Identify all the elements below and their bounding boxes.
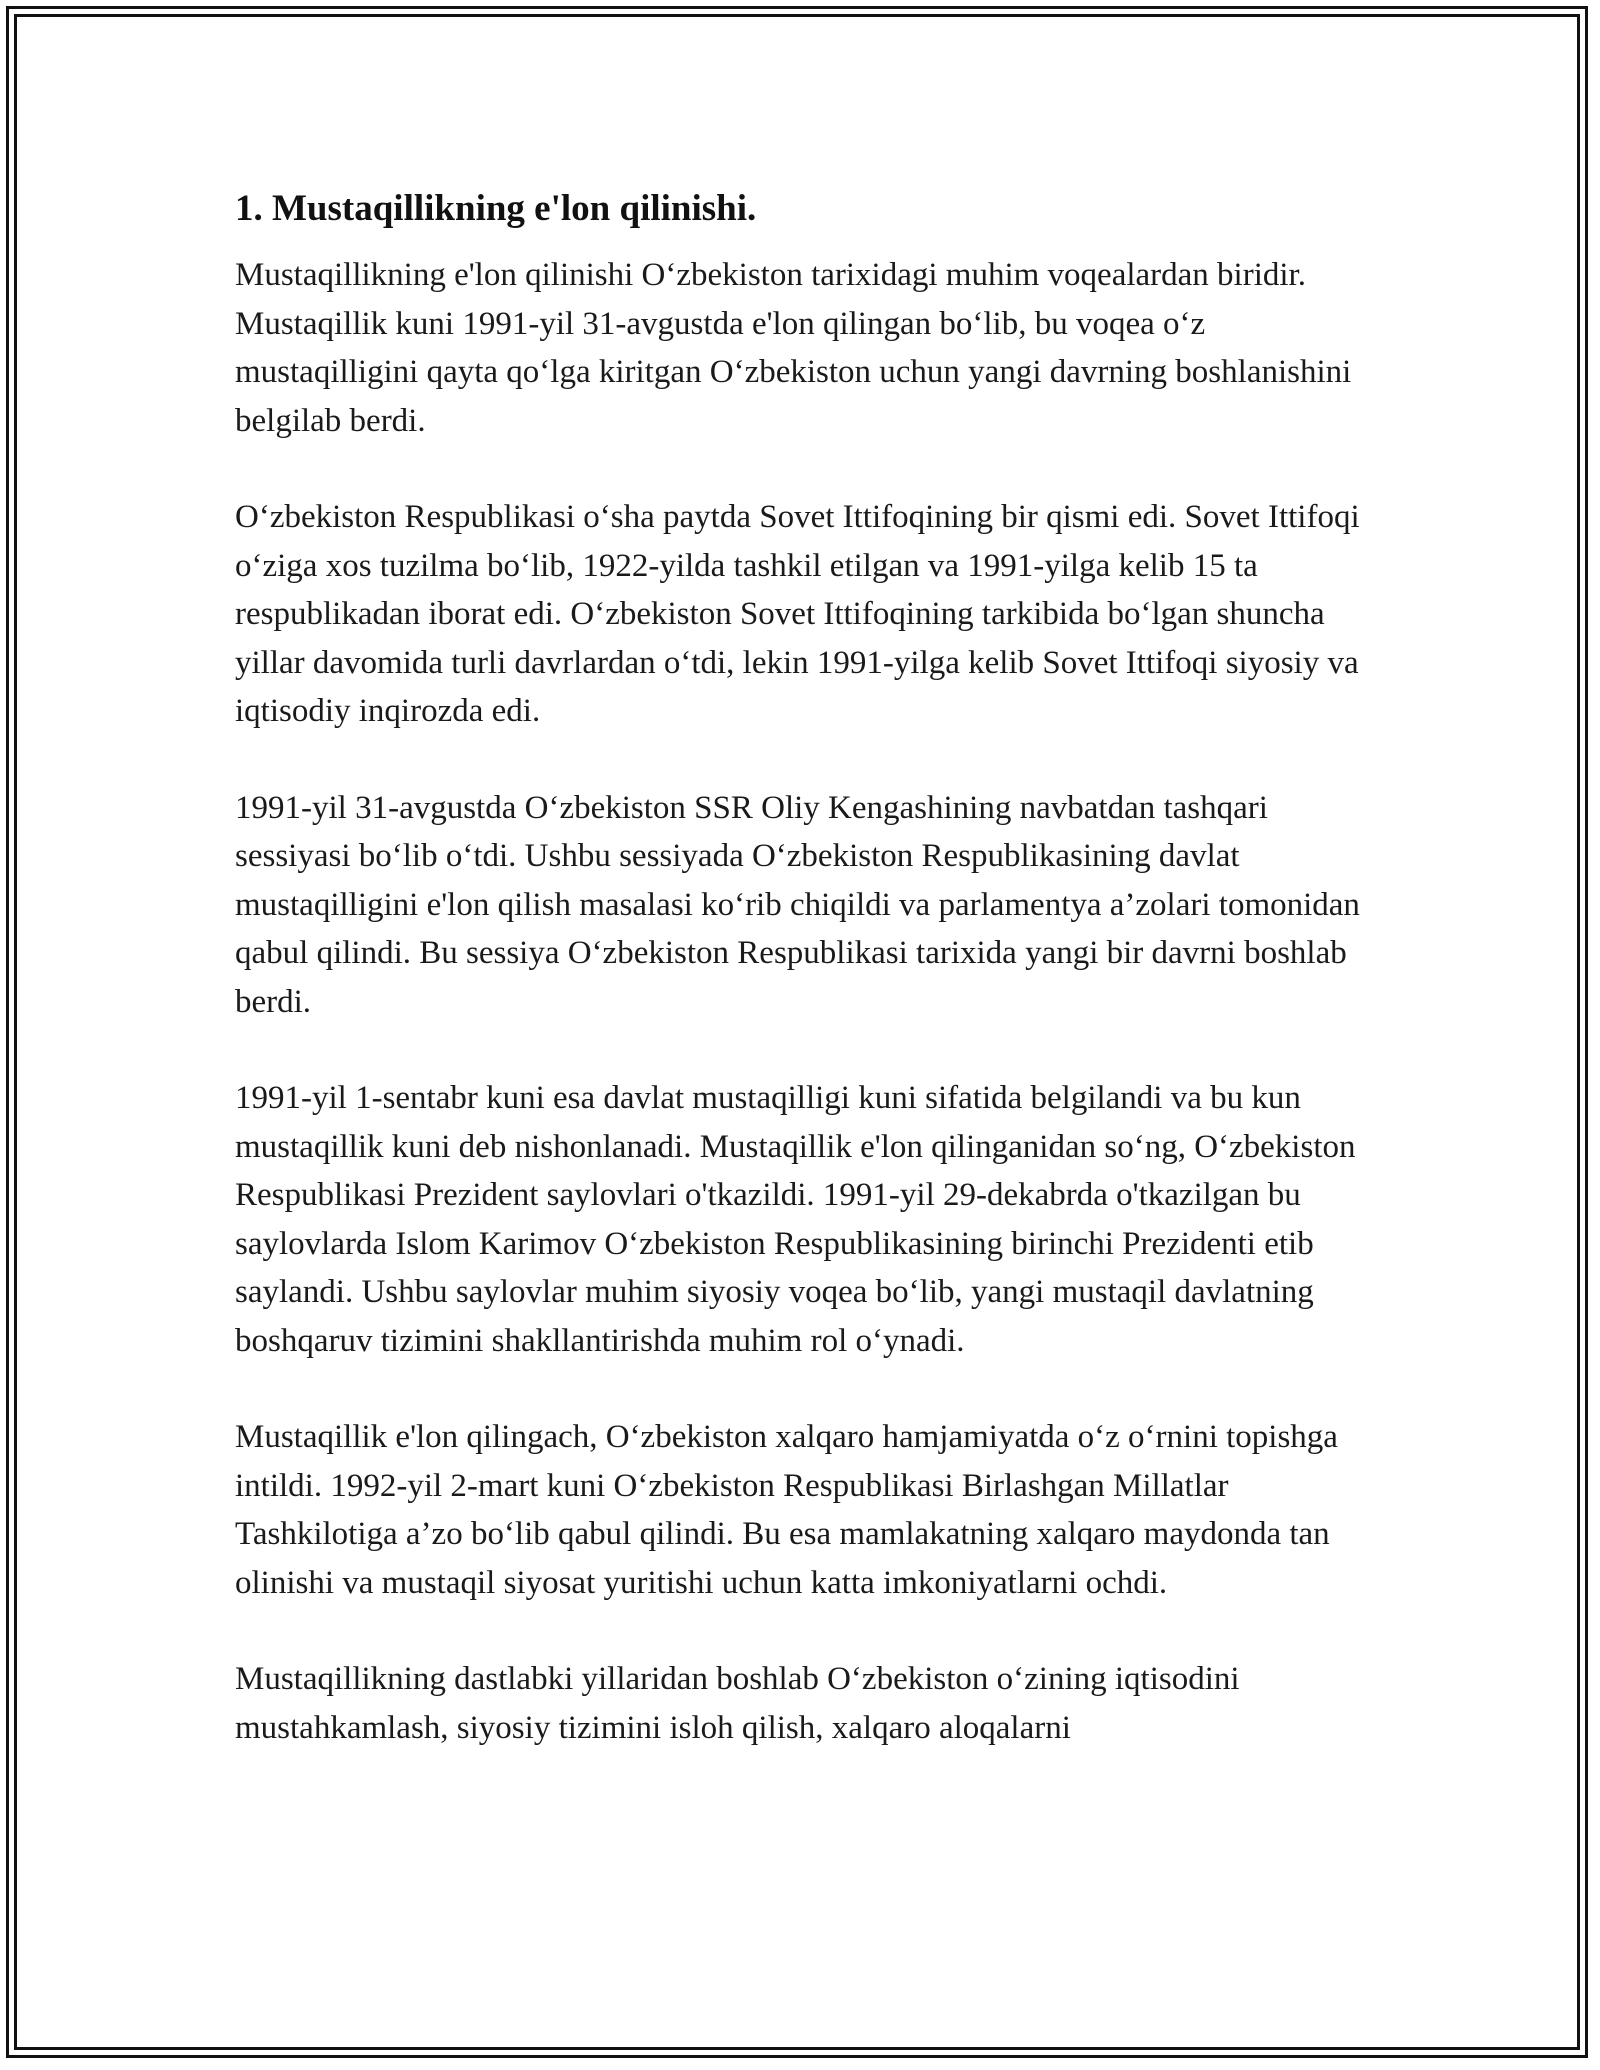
paragraph-1: Mustaqillikning e'lon qilinishi O‘zbekiston tarixidagi muhim voqealardan biridir. Mustaqillik kuni 1991-yil 31-avgustda e'lon qilingan bo‘lib, bu voqea o‘z mustaqilligini qayta qo‘lga kiritgan O‘zbekiston uchun yangi davrning boshlanishini belgilab berdi.	[235, 257, 1352, 439]
paragraph-6: Mustaqillikning dastlabki yillaridan boshlab O‘zbekiston o‘zining iqtisodini mustahkamlash, siyosiy tizimini isloh qilish, xalqaro aloqalarni	[235, 1661, 1240, 1746]
document-body	[235, 185, 1370, 1800]
section-heading: 1. Mustaqillikning e'lon qilinishi.	[235, 188, 757, 229]
paragraph-4: 1991-yil 1-sentabr kuni esa davlat mustaqilligi kuni sifatida belgilandi va bu kun mustaqillik kuni deb nishonlanadi. Mustaqillik e'lon qilinganidan so‘ng, O‘zbekiston Respublikasi Prezident saylovlari o'tkazildi. 1991-yil 29-dekabrda o'tkazilgan bu saylovlarda Islom Karimov O‘zbekiston Respublikasining birinchi Prezidenti etib saylandi. Ushbu saylovlar muhim siyosiy voqea bo‘lib, yangi mustaqil davlatning boshqaruv tizimini shakllantirishda muhim rol o‘ynadi.	[235, 1080, 1356, 1359]
paragraph-3: 1991-yil 31-avgustda O‘zbekiston SSR Oliy Kengashining navbatdan tashqari sessiyasi bo‘lib o‘tdi. Ushbu sessiyada O‘zbekiston Respublikasining davlat mustaqilligini e'lon qilish masalasi ko‘rib chiqildi va parlamentya a’zolari tomonidan qabul qilindi. Bu sessiya O‘zbekiston Respublikasi tarixida yangi bir davrni boshlab berdi.	[235, 789, 1360, 1020]
paragraph-5: Mustaqillik e'lon qilingach, O‘zbekiston xalqaro hamjamiyatda o‘z o‘rnini topishga intildi. 1992-yil 2-mart kuni O‘zbekiston Respublikasi Birlashgan Millatlar Tashkilotiga a’zo bo‘lib qabul qilindi. Bu esa mamlakatning xalqaro maydonda tan olinishi va mustaqil siyosat yuritishi uchun katta imkoniyatlarni ochdi.	[235, 1419, 1338, 1601]
paragraph-2: O‘zbekiston Respublikasi o‘sha paytda Sovet Ittifoqining bir qismi edi. Sovet Ittifoqi o‘ziga xos tuzilma bo‘lib, 1922-yilda tashkil etilgan va 1991-yilga kelib 15 ta respublikadan iborat edi. O‘zbekiston Sovet Ittifoqining tarkibida bo‘lgan shuncha yillar davomida turli davrlardan o‘tdi, lekin 1991-yilga kelib Sovet Ittifoqi siyosiy va iqtisodiy inqirozda edi.	[235, 499, 1360, 729]
